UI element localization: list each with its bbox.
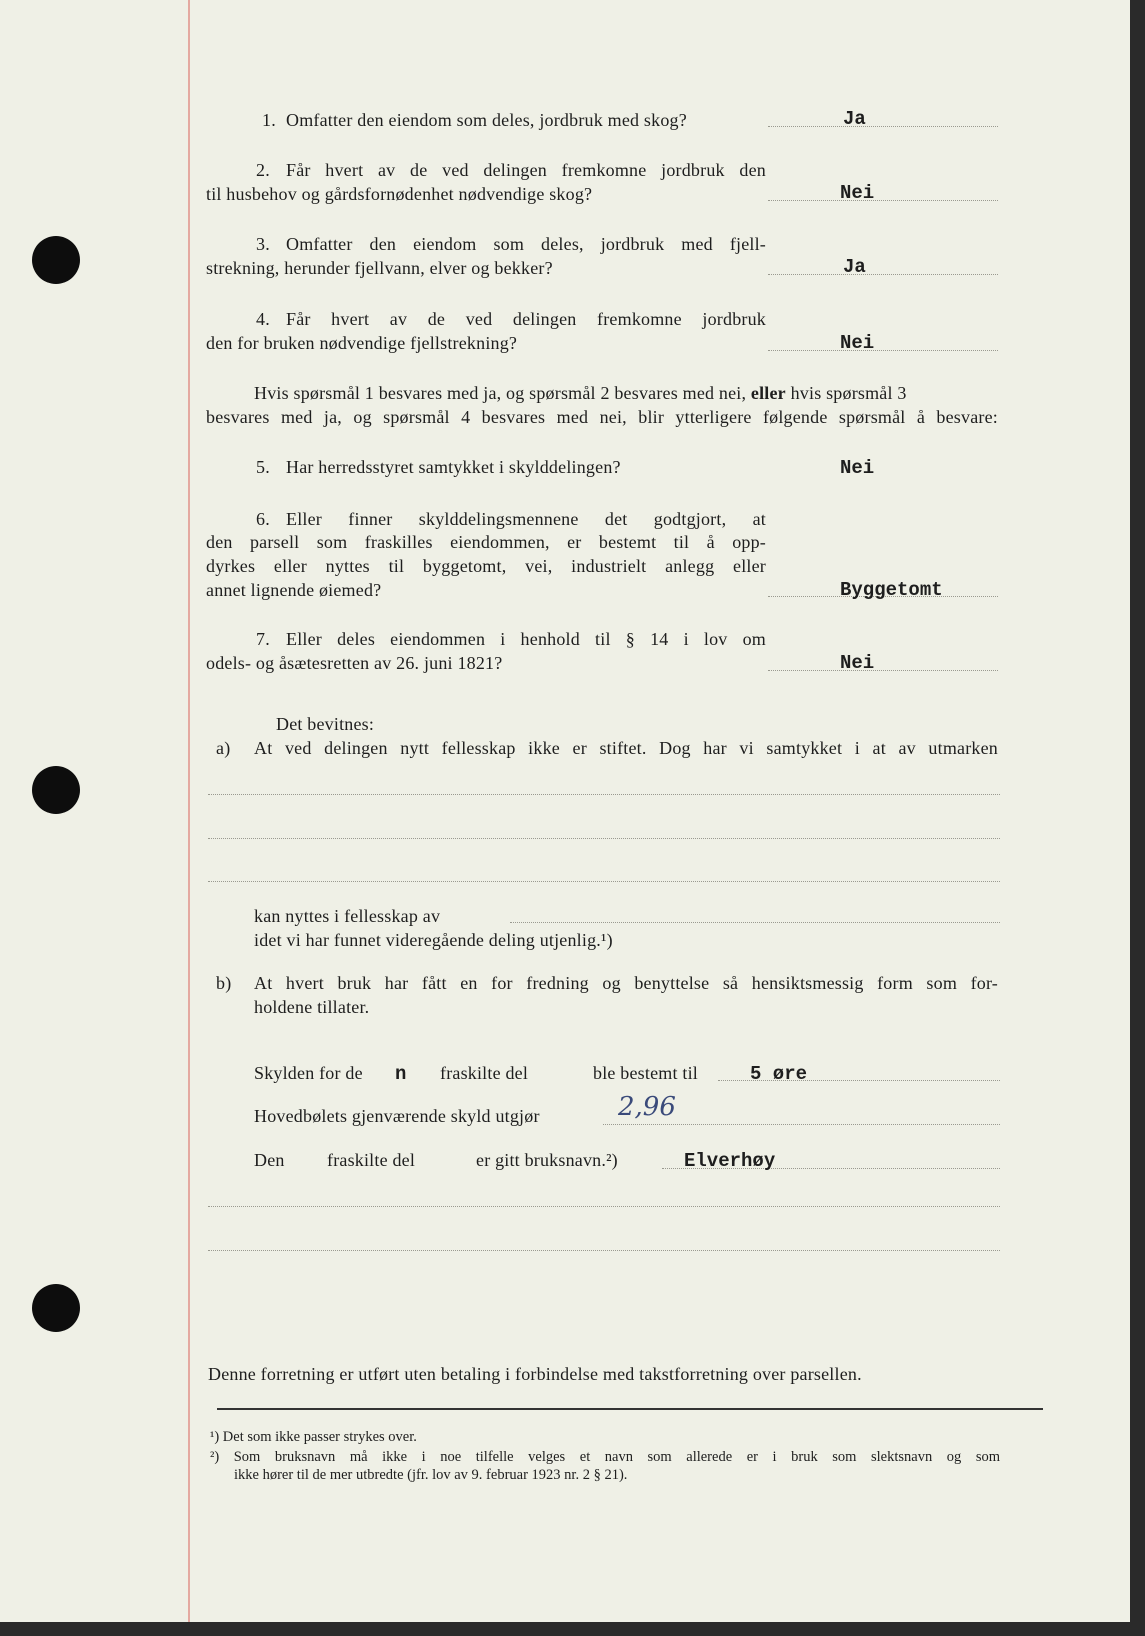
question-text: til husbehov og gårdsfornødenhet nødvendige skog? — [206, 184, 593, 204]
closing-statement: Denne forretning er utført uten betaling i forbindelse med takstforretning over parsellen. — [208, 1364, 862, 1384]
item-a-line-3: idet vi har funnet videregående deling utjenlig.¹) — [254, 930, 613, 950]
question-number: 2. — [256, 160, 270, 180]
fill-line — [208, 1250, 1000, 1251]
bruksnavn-label: Den — [254, 1150, 285, 1170]
skyld-label: Skylden for de — [254, 1063, 363, 1083]
question-text: Eller deles eiendommen i henhold til § 14 i lov om — [286, 629, 766, 649]
punch-hole — [32, 766, 80, 814]
fill-line — [208, 881, 1000, 882]
question-text: dyrkes eller nyttes til byggetomt, vei, industrielt anlegg eller — [206, 556, 766, 576]
answer-line — [768, 350, 998, 351]
skyld-label: ble bestemt til — [593, 1063, 698, 1083]
condition-text: hvis spørsmål 3 — [790, 383, 907, 403]
bruksnavn-label: er gitt bruksnavn.²) — [476, 1150, 618, 1170]
question-number: 7. — [256, 629, 270, 649]
bruksnavn-value: Elverhøy — [684, 1150, 776, 1172]
answer: Ja — [843, 256, 866, 278]
answer-line — [768, 200, 998, 201]
question-number: 1. — [262, 110, 276, 130]
punch-hole — [32, 1284, 80, 1332]
question-text: Omfatter den eiendom som deles, jordbruk med fjell- — [286, 234, 766, 254]
attest-heading: Det bevitnes: — [276, 714, 375, 734]
answer: Byggetomt — [840, 579, 943, 601]
answer: Nei — [840, 457, 875, 479]
question-number: 3. — [256, 234, 270, 254]
fill-line — [208, 794, 1000, 795]
fill-line — [208, 1206, 1000, 1207]
answer: Nei — [840, 182, 875, 204]
item-b-label: b) — [216, 973, 232, 993]
skyld-value: 5 øre — [750, 1063, 808, 1085]
item-b-line-2: holdene tillater. — [254, 997, 370, 1017]
condition-text: Hvis spørsmål 1 besvares med ja, og spørsmål 2 besvares med nei, — [254, 383, 747, 403]
fill-line — [603, 1124, 1000, 1125]
answer-line — [768, 670, 998, 671]
fill-line — [510, 922, 1000, 923]
bruksnavn-label: fraskilte del — [327, 1150, 416, 1170]
condition-line-2: besvares med ja, og spørsmål 4 besvares med nei, blir ytterligere følgende spørsmål å besvare: — [206, 407, 998, 427]
answer: Ja — [843, 108, 866, 130]
question-text: Eller finner skylddelingsmennene det godtgjort, at — [286, 509, 766, 529]
answer: Nei — [840, 652, 875, 674]
skyld-label: fraskilte del — [440, 1063, 529, 1083]
item-a-line-2: kan nyttes i fellesskap av — [254, 906, 441, 926]
question-text: odels- og åsætesretten av 26. juni 1821? — [206, 653, 503, 673]
question-text: annet lignende øiemed? — [206, 580, 382, 600]
condition-bold: eller — [750, 383, 786, 403]
punch-hole — [32, 236, 80, 284]
hovedbol-label: Hovedbølets gjenværende skyld utgjør — [254, 1106, 540, 1126]
skyld-fill: n — [395, 1063, 407, 1085]
footnote-1: ¹) Det som ikke passer strykes over. — [210, 1429, 417, 1445]
question-number: 6. — [256, 509, 270, 529]
footnote-2: ²) Som bruksnavn må ikke i noe tilfelle velges et navn som allerede er i bruk som slektsnavn og som — [210, 1449, 1000, 1465]
item-a-text: At ved delingen nytt fellesskap ikke er stiftet. Dog har vi samtykket i at av utmarken — [254, 738, 998, 758]
question-text: Får hvert av de ved delingen fremkomne jordbruk den — [286, 160, 766, 180]
question-number: 4. — [256, 309, 270, 329]
footnote-rule — [217, 1408, 1043, 1410]
condition-line-1 — [254, 383, 907, 404]
question-text: Omfatter den eiendom som deles, jordbruk med skog? — [286, 110, 687, 130]
question-text: den parsell som fraskilles eiendommen, er bestemt til å opp- — [206, 532, 766, 552]
question-text: Har herredsstyret samtykket i skylddelingen? — [286, 457, 621, 477]
question-text: strekning, herunder fjellvann, elver og bekker? — [206, 258, 553, 278]
footnote-2-line-2: ikke hører til de mer utbredte (jfr. lov av 9. februar 1923 nr. 2 § 21). — [234, 1467, 628, 1483]
answer-line — [768, 126, 998, 127]
hovedbol-value: 2,96 — [618, 1092, 676, 1122]
margin-line — [188, 0, 190, 1622]
fill-line — [208, 838, 1000, 839]
answer: Nei — [840, 332, 875, 354]
question-number: 5. — [256, 457, 270, 477]
question-text: den for bruken nødvendige fjellstrekning? — [206, 333, 518, 353]
item-a-label: a) — [216, 738, 231, 758]
item-b-text: At hvert bruk har fått en for fredning og benyttelse så hensiktsmessig form som for- — [254, 973, 998, 993]
question-text: Får hvert av de ved delingen fremkomne jordbruk — [286, 309, 766, 329]
answer-line — [768, 274, 998, 275]
